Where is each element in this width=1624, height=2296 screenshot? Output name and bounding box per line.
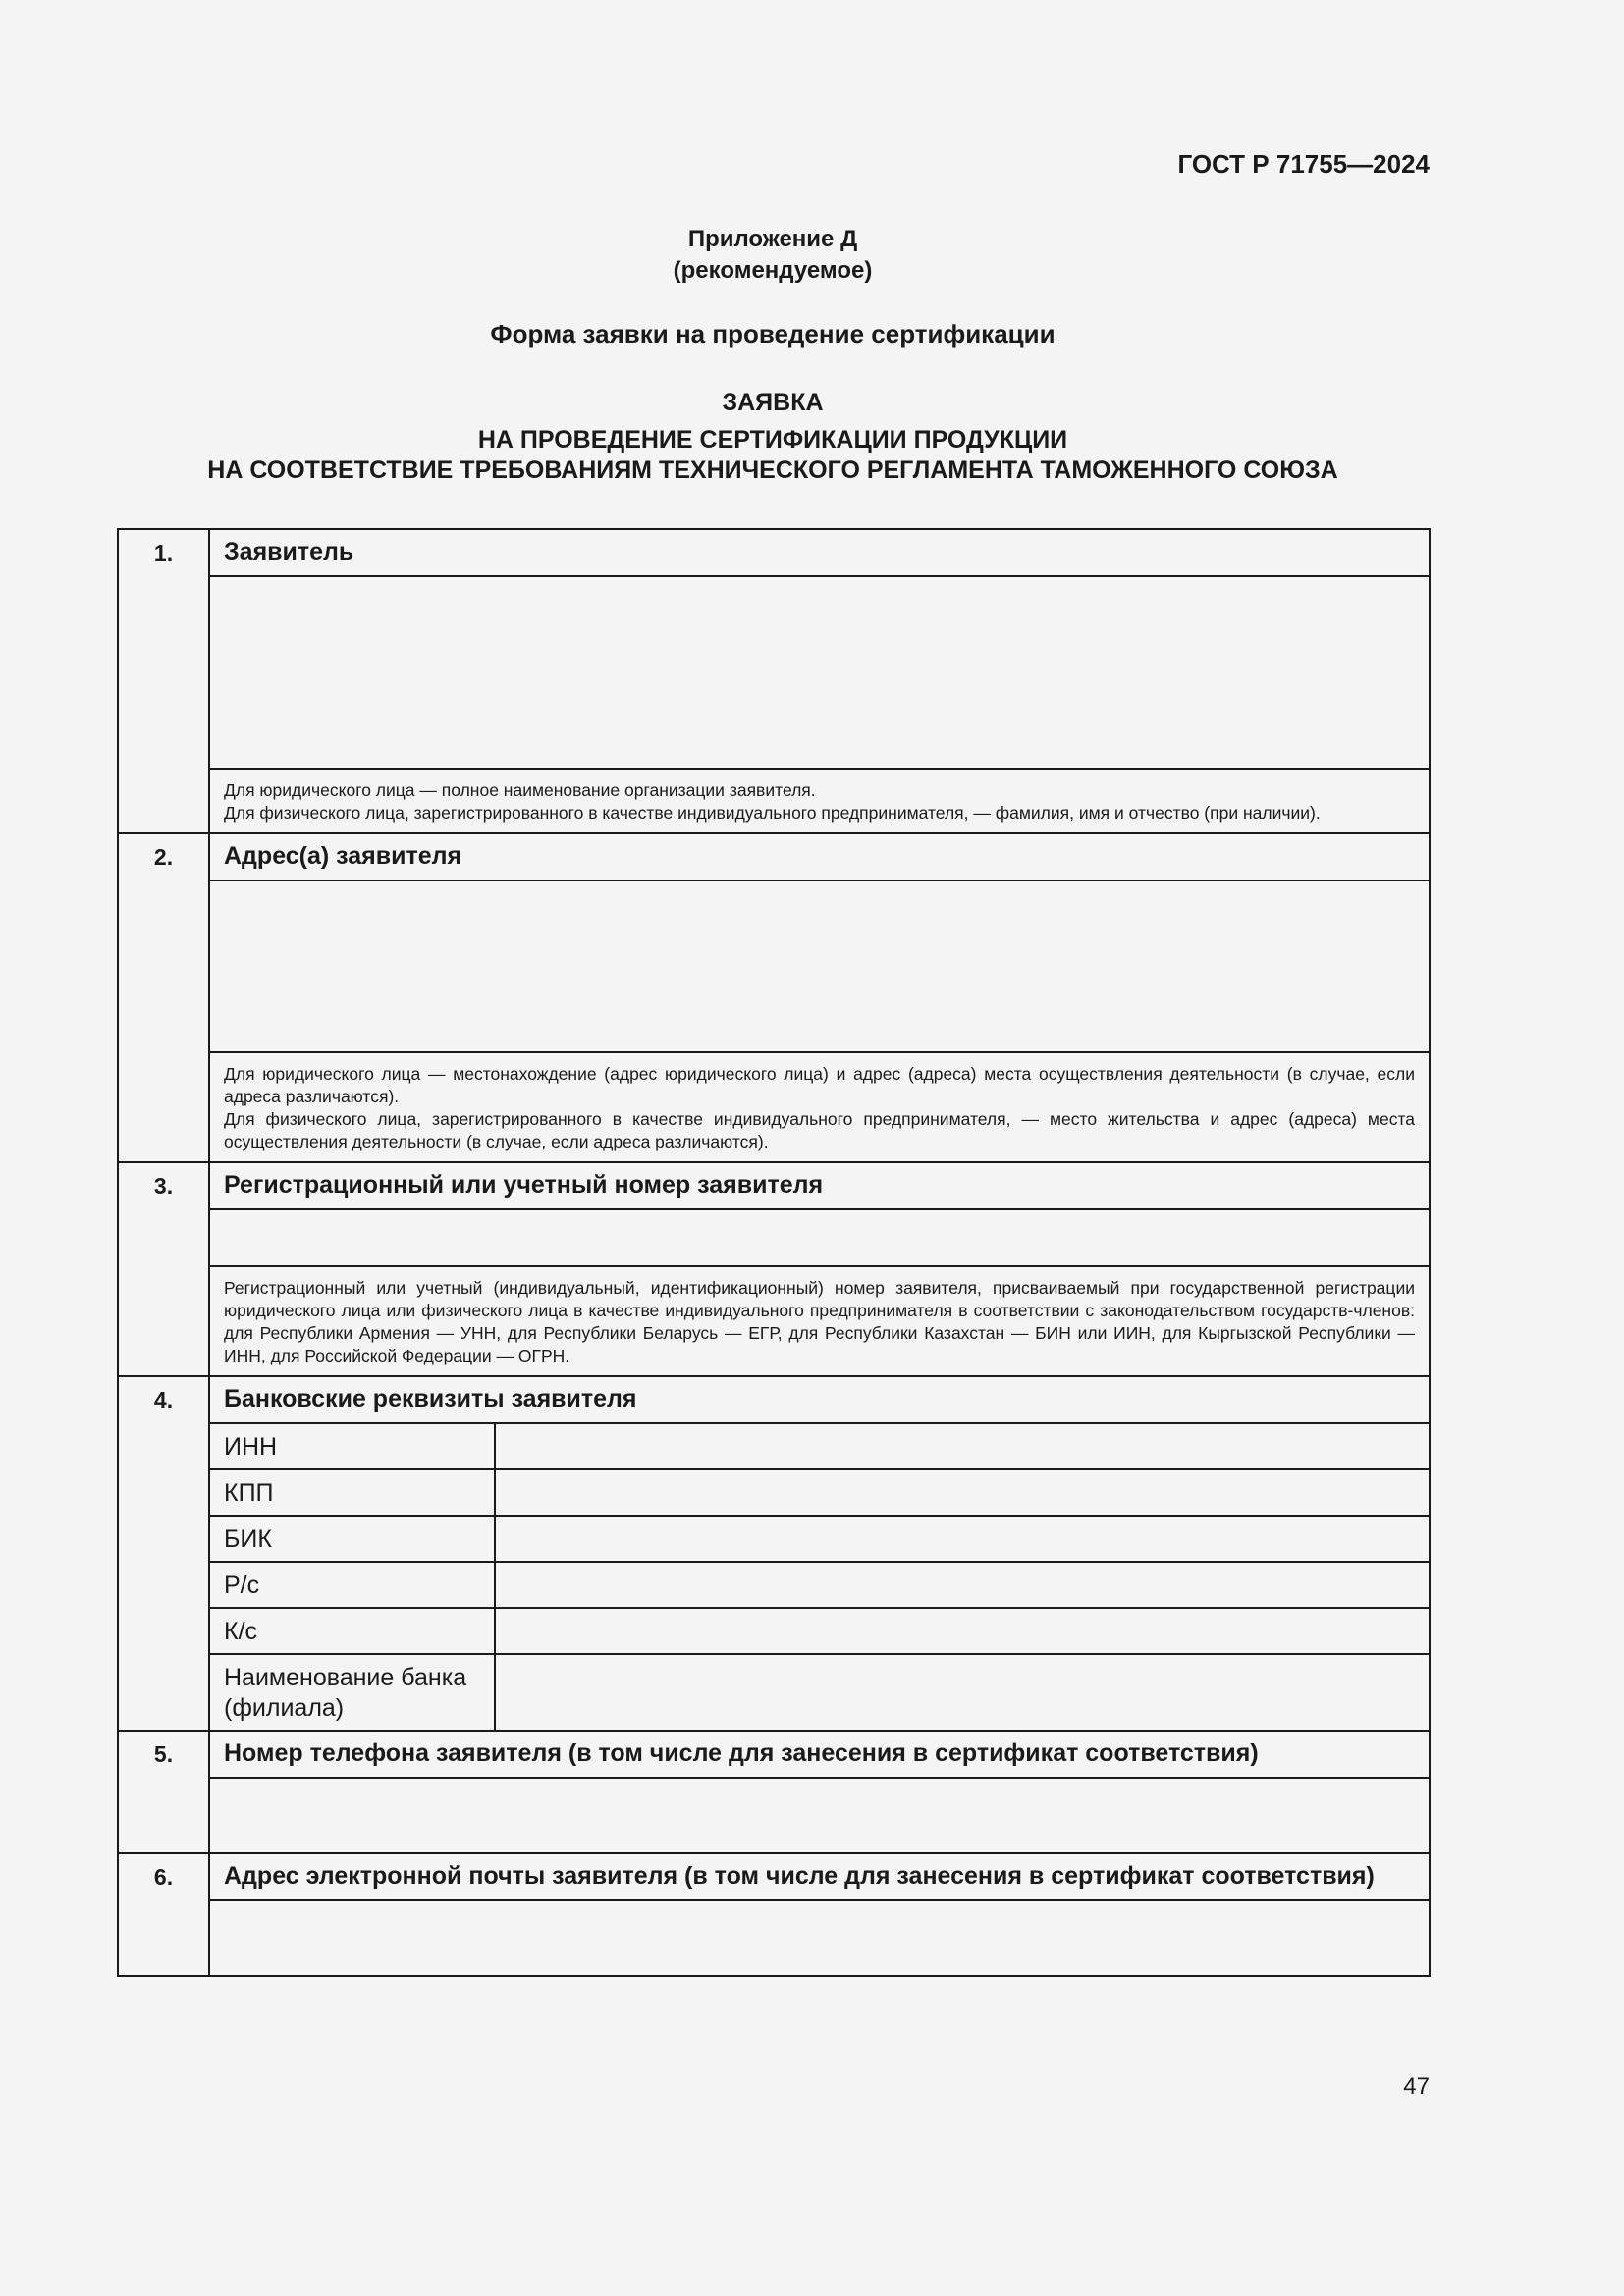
application-subheading-2: НА СООТВЕТСТВИЕ ТРЕБОВАНИЯМ ТЕХНИЧЕСКОГО РЕГЛАМЕНТА ТАМОЖЕННОГО СОЮЗА [207,456,1338,484]
bank-field-label: КПП [209,1469,495,1516]
bank-field-label: К/с [209,1608,495,1654]
section-5-title-row [118,1731,1430,1778]
bank-field-label: Наименование банка (филиала) [209,1654,495,1731]
appendix-status: (рекомендуемое) [673,257,873,284]
email-field[interactable] [209,1900,1430,1976]
field-instructions [209,769,1430,833]
section-number: 1. [118,529,209,833]
section-1-input-row [118,576,1430,769]
section-1-title-row [118,529,1430,576]
applicant-address-field[interactable] [209,881,1430,1052]
section-number: 4. [118,1376,209,1731]
bank-field-row [118,1516,1430,1562]
section-4-title-row [118,1376,1430,1423]
kpp-input[interactable] [495,1469,1430,1516]
section-3-note-row [118,1266,1430,1376]
instruction-text: Регистрационный или учетный (индивидуальный, идентификационный) номер заявителя, присваиваемый при государственной регистрации юридического лица или физического лица в качестве индивидуального предпринимателя в соответствии с законодательством государств-членов: для Республики Армения — УНН, для Республики Беларусь — ЕГР, для Республики Казахстан — БИН или ИИН, для Кыргызской Республики — ИНН, для Российской Федерации — ОГРН. [224,1278,1415,1365]
section-number: 2. [118,833,209,1162]
bank-field-row [118,1654,1430,1731]
section-title: Заявитель [209,529,1430,576]
bank-field-row [118,1469,1430,1516]
field-instructions [209,1052,1430,1162]
section-title: Адрес электронной почты заявителя (в том числе для занесения в сертификат соответствия) [209,1853,1430,1900]
bank-field-row [118,1608,1430,1654]
section-6-title-row [118,1853,1430,1900]
section-2-title-row [118,833,1430,881]
section-title: Адрес(а) заявителя [209,833,1430,881]
applicant-name-field[interactable] [209,576,1430,769]
instruction-text: Для физического лица, зарегистрированного в качестве индивидуального предпринимателя, — фамилия, имя и отчество (при наличии). [224,803,1321,823]
bank-field-label: БИК [209,1516,495,1562]
section-2-input-row [118,881,1430,1052]
application-subheading-1: НА ПРОВЕДЕНИЕ СЕРТИФИКАЦИИ ПРОДУКЦИИ [477,426,1068,454]
section-number: 6. [118,1853,209,1976]
section-3-title-row [118,1162,1430,1209]
section-2-note-row [118,1052,1430,1162]
phone-field[interactable] [209,1778,1430,1853]
instruction-text: Для физического лица, зарегистрированного в качестве индивидуального предпринимателя, — место жительства и адрес (адреса) места осуществления деятельности (в случае, если адреса различаются). [224,1109,1415,1151]
standard-designation: ГОСТ Р 71755—2024 [1177,149,1430,179]
application-heading: ЗАЯВКА [722,389,824,416]
bank-field-row [118,1423,1430,1469]
bank-name-input[interactable] [495,1654,1430,1731]
section-title: Банковские реквизиты заявителя [209,1376,1430,1423]
settlement-account-input[interactable] [495,1562,1430,1608]
correspondent-account-input[interactable] [495,1608,1430,1654]
section-number: 5. [118,1731,209,1853]
section-3-input-row [118,1209,1430,1266]
bank-field-label: Р/с [209,1562,495,1608]
application-form-table [117,528,1431,1977]
section-number: 3. [118,1162,209,1376]
instruction-text: Для юридического лица — полное наименование организации заявителя. [224,780,816,800]
section-1-note-row [118,769,1430,833]
bik-input[interactable] [495,1516,1430,1562]
section-title: Регистрационный или учетный номер заявителя [209,1162,1430,1209]
page-number: 47 [1403,2073,1430,2100]
bank-field-label: ИНН [209,1423,495,1469]
form-title: Форма заявки на проведение сертификации [490,319,1056,348]
section-title: Номер телефона заявителя (в том числе для занесения в сертификат соответствия) [209,1731,1430,1778]
inn-input[interactable] [495,1423,1430,1469]
registration-number-field[interactable] [209,1209,1430,1266]
appendix-title: Приложение Д [687,226,858,252]
bank-field-row [118,1562,1430,1608]
section-6-input-row [118,1900,1430,1976]
instruction-text: Для юридического лица — местонахождение (адрес юридического лица) и адрес (адреса) места осуществления деятельности (в случае, если адреса различаются). [224,1064,1415,1106]
section-5-input-row [118,1778,1430,1853]
field-instructions [209,1266,1430,1376]
